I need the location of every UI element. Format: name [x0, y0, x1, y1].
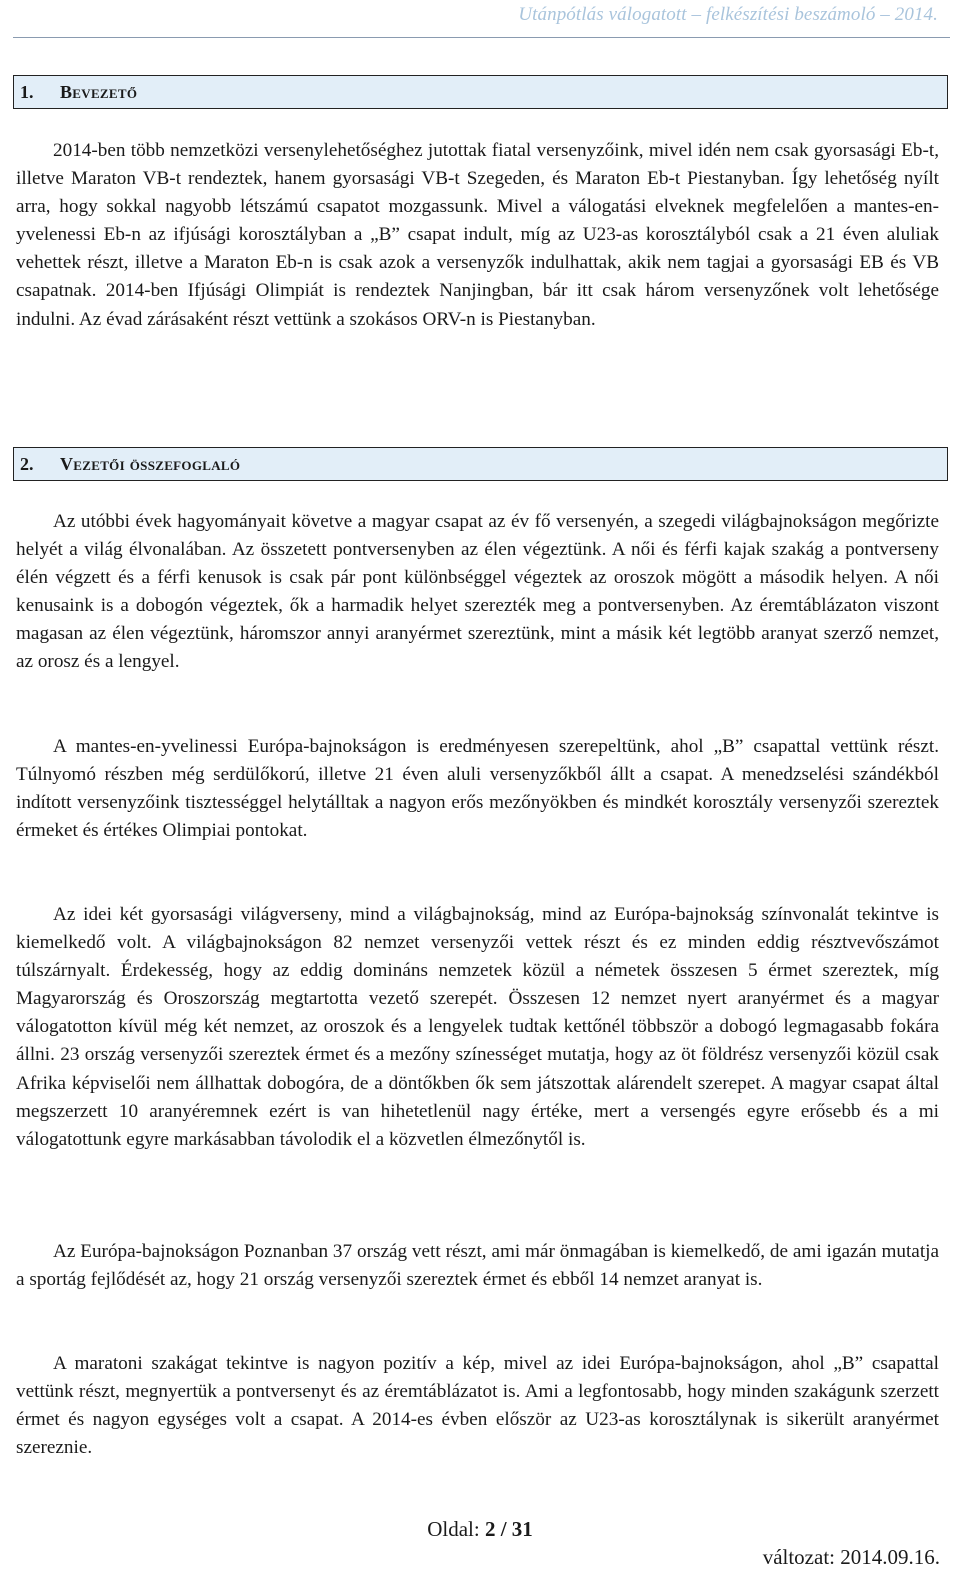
paragraph: A mantes-en-yvelinessi Európa-bajnokságon is eredményesen szerepeltünk, ahol „B” csapattal vettünk részt. Túlnyomó részben még serdülőkorú, illetve 21 éven aluli versenyzőkből állt a csapat. A menedzselési szándékból indított versenyzőink tisztességgel helytálltak a nagyon erős mezőnyökben és mindkét korosztály versenyzői szereztek érmeket és értékes Olimpiai pontokat.: [16, 736, 939, 842]
header-rule: [13, 37, 950, 38]
paragraph: 2014-ben több nemzetközi versenylehetőséghez jutottak fiatal versenyzőink, mivel idén nem csak gyorsasági Eb-t, illetve Maraton VB-t rendeztek, hanem gyorsasági VB-t Szegeden, és Maraton Eb-t Piestanyban. Így lehetőség nyílt arra, hogy sokkal nagyobb létszámú csapatot mozgassunk. Mivel a válogatási elveknek megfelelően a mantes-en-yvelenessi Eb-n az ifjúsági korosztályban a „B” csapat indult, míg az U23-as korosztályból csak a 21 éven aluliak vehettek részt, illetve a Maraton Eb-n is csak azok a versenyzők indulhattak, akik nem tagjai a gyorsasági EB és VB csapatnak. 2014-ben Ifjúsági Olimpiát is rendeztek Nanjingban, bár itt csak három versenyzőnek volt lehetősége indulni. Az évad zárásaként részt vettünk a szokásos ORV-n is Piestanyban.: [16, 140, 939, 330]
page-label: Oldal:: [427, 1517, 480, 1541]
version-footer: változat: 2014.09.16.: [762, 1545, 940, 1569]
section-title: Vezetői összefoglaló: [60, 454, 241, 474]
running-header-title: Utánpótlás válogatott – felkészítési beszámoló – 2014.: [518, 4, 938, 25]
page-number-footer: [0, 1517, 960, 1542]
paragraph: A maratoni szakágat tekintve is nagyon pozitív a kép, mivel az idei Európa-bajnokságon, ahol „B” csapattal vettünk részt, megnyertük a pontversenyt és az éremtáblázatot is. Ami a legfontosabb, hogy minden szakágunk szerzett érmet és nagyon egységes volt a csapat. A 2014-es évben először az U23-as korosztálynak is sikerült aranyérmet szereznie.: [16, 1353, 939, 1459]
section-number: 2.: [20, 454, 34, 474]
paragraph: Az idei két gyorsasági világverseny, mind a világbajnokság, mind az Európa-bajnokság színvonalát tekintve is kiemelkedő volt. A világbajnokságon 82 nemzet versenyzői vettek részt és ez minden eddig résztvevőszámot túlszárnyalt. Érdekesség, hogy az eddig domináns nemzetek közül a németek összesen 5 érmet szereztek, míg Magyarország és Oroszország megtartotta vezető szerepét. Összesen 12 nemzet nyert aranyérmet és a magyar válogatotton kívül még két nemzet, az oroszok és a lengyelek tudtak kettőnél többször a dobogó legmagasabb fokára állni. 23 ország versenyzői szereztek érmet és a mezőny színességet mutatja, hogy az öt földrész versenyzői közül csak Afrika képviselői nem állhattak dobogóra, de a döntőkben ők sem játszottak alárendelt szerepet. A magyar csapat által megszerzett 10 aranyéremnek ezért is van hihetetlenül nagy értéke, mert a versengés egyre erősebb és a mi válogatottunk egyre markásabban távolodik el a közvetlen élmezőnytől is.: [16, 904, 939, 1150]
section-heading-2: [13, 447, 948, 481]
section-title: Bevezető: [60, 82, 138, 102]
section-number: 1.: [20, 82, 34, 102]
page-number: 2 / 31: [484, 1517, 533, 1541]
paragraph: Az Európa-bajnokságon Poznanban 37 ország vett részt, ami már önmagában is kiemelkedő, de ami igazán mutatja a sportág fejlődését az, hogy 21 ország versenyzői szereztek érmet és ebből 14 nemzet aranyat is.: [16, 1241, 939, 1291]
paragraph: Az utóbbi évek hagyományait követve a magyar csapat az év fő versenyén, a szegedi világbajnokságon megőrizte helyét a világ élvonalában. Az összetett pontversenyben az élen végeztünk. A női és férfi kajak szakág a pontverseny élén végzett és a férfi kenusok is csak pár pont különbséggel végeztek az oroszok mögött a második helyen. A női kenusaink is a dobogón végeztek, ők a harmadik helyet szerezték meg a pontversenyben. Az éremtáblázaton viszont magasan az élen végeztünk, háromszor annyi aranyérmet szereztünk, mint a másik két legtöbb aranyat szerző nemzet, az orosz és a lengyel.: [16, 511, 939, 673]
section-heading-1: [13, 75, 948, 109]
